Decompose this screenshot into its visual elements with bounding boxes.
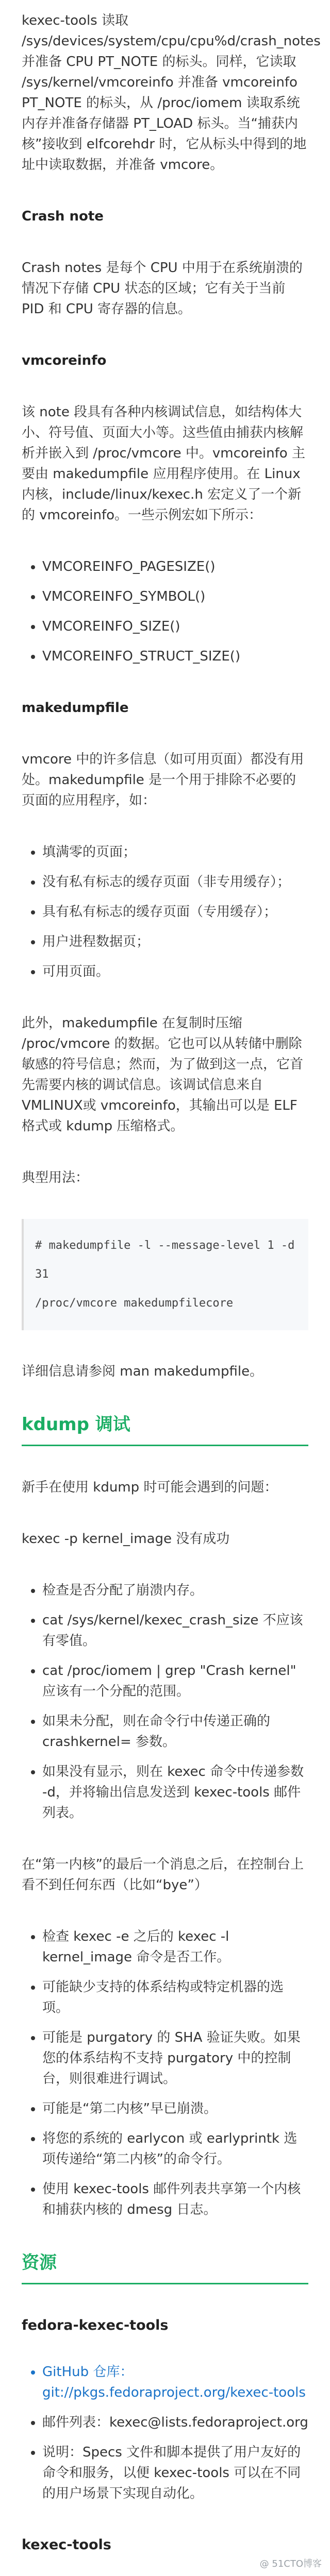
vmcoreinfo-paragraph: 该 note 段具有各种内核调试信息，如结构体大小、符号值、页面大小等。这些值由捕获内核解析并嵌入到 /proc/vmcore 中。vmcoreinfo 主要由 makedumpfile 应用程序使用。在 Linux 内核，include/linux/kexec.h 宏定义了一个新的 vmcoreinfo。一些示例宏如下所示： [22,404,305,523]
check-item: • 可能缺少支持的体系结构或特定机器的选项。 [42,1977,308,2018]
resources-heading: 资源 [22,2251,308,2284]
check-item: • 检查是否分配了崩溃内存。 [42,1580,308,1601]
debug-intro: 新手在使用 kdump 时可能会遇到的问题： [22,1480,278,1495]
excluded-page-item: • 用户进程数据页； [42,931,308,952]
debug-issue-1: kexec -p kernel_image 没有成功 [22,1531,230,1547]
excluded-page-item: • 没有私有标志的缓存页面（非专用缓存）； [42,872,308,892]
resource-mailing-list: • 邮件列表：kexec@lists.fedoraproject.org [42,2412,308,2433]
macro-item: • VMCOREINFO_SIZE() [42,616,308,637]
resource-kexec-tools-title: kexec-tools [22,2537,111,2553]
check-item: • cat /proc/iomem | grep "Crash kernel" 应该有一个分配的范围。 [42,1660,308,1702]
watermark: @ 51CTO博客 [259,2558,322,2569]
check-item: • cat /sys/kernel/kexec_crash_size 不应该有零值。 [42,1610,308,1651]
debug-issue-2: 在“第一内核”的最后一个消息之后，在控制台上看不到任何东西（比如“bye”） [22,1857,304,1893]
vmcoreinfo-heading: vmcoreinfo [22,353,107,368]
check-item: • 如果未分配，则在命令行中传递正确的 crashkernel= 参数。 [42,1711,308,1752]
resource-fedora-kexec-tools-list [22,2362,308,2504]
macro-item: • VMCOREINFO_STRUCT_SIZE() [42,646,308,667]
more-info-text: 详细信息请参阅 man makedumpfile。 [22,1364,263,1379]
code-line: # makedumpfile -l --message-level 1 -d 31 [35,1239,295,1281]
check-item: • 可能是“第二内核”早已崩溃。 [42,2098,308,2119]
debug-checklist-2 [22,1926,308,2220]
vmcoreinfo-macro-list [22,556,308,667]
resource-repo-link[interactable]: • GitHub 仓库：git://pkgs.fedoraproject.org/kexec-tools [42,2362,308,2403]
crash-note-heading: Crash note [22,209,104,224]
intro-paragraph: kexec-tools 读取 /sys/devices/system/cpu/cpu%d/crash_notes 并准备 CPU PT_NOTE 的标头。同样，它读取 /sys/kernel/vmcoreinfo 并准备 vmcoreinfo PT_NOTE 的标头，从 /proc/iomem 读取系统内存并准备存储器 PT_LOAD 标头。当“捕获内核”接收到 elfcorehdr 时，它从标头中得到的地址中读取数据，并准备 vmcore。 [22,13,321,173]
excluded-page-item: • 具有私有标志的缓存页面（专用缓存）； [42,902,308,922]
macro-item: • VMCOREINFO_SYMBOL() [42,586,308,607]
makedumpfile-paragraph-2: 此外，makedumpfile 在复制时压缩 /proc/vmcore 的数据。它也可以从转储中删除敏感的符号信息；然而，为了做到这一点，它首先需要内核的调试信息。该调试信息来自 VMLINUX或 vmcoreinfo，其输出可以是 ELF 格式或 kdump 压缩格式。 [22,1015,304,1134]
check-item: • 检查 kexec -e 之后的 kexec -l kernel_image 命令是否工作。 [42,1926,308,1968]
check-item: • 可能是 purgatory 的 SHA 验证失败。如果您的体系结构不支持 purgatory 中的控制台，则很难进行调试。 [42,2027,308,2089]
kdump-debug-heading: kdump 调试 [22,1413,308,1446]
crash-note-paragraph: Crash notes 是每个 CPU 中用于在系统崩溃的情况下存储 CPU 状态的区域；它有关于当前 PID 和 CPU 寄存器的信息。 [22,260,303,317]
debug-checklist-1 [22,1580,308,1823]
makedumpfile-paragraph-1: vmcore 中的许多信息（如可用页面）都没有用处。makedumpfile 是一个用于排除不必要的页面的应用程序，如： [22,752,304,808]
check-item: • 使用 kexec-tools 邮件列表共享第一个内核和捕获内核的 dmesg 日志。 [42,2179,308,2220]
check-item: • 将您的系统的 earlycon 或 earlyprintk 选项传递给“第二内核”的命令行。 [42,2128,308,2170]
check-item: • 如果没有显示，则在 kexec 命令中传递参数 -d，并将输出信息发送到 kexec-tools 邮件列表。 [42,1761,308,1823]
code-line: /proc/vmcore makedumpfilecore [35,1297,234,1310]
excluded-page-item: • 填满零的页面； [42,842,308,862]
macro-item: • VMCOREINFO_PAGESIZE() [42,556,308,577]
usage-code-block [22,1219,308,1330]
usage-label: 典型用法： [22,1170,89,1185]
excluded-page-item: • 可用页面。 [42,961,308,982]
resource-fedora-kexec-tools-title: fedora-kexec-tools [22,2317,169,2333]
makedumpfile-heading: makedumpfile [22,700,129,716]
resource-description: • 说明：Specs 文件和脚本提供了用户友好的命令和服务，以便 kexec-tools 可以在不同的用户场景下实现自动化。 [42,2442,308,2504]
excluded-pages-list [22,842,308,982]
